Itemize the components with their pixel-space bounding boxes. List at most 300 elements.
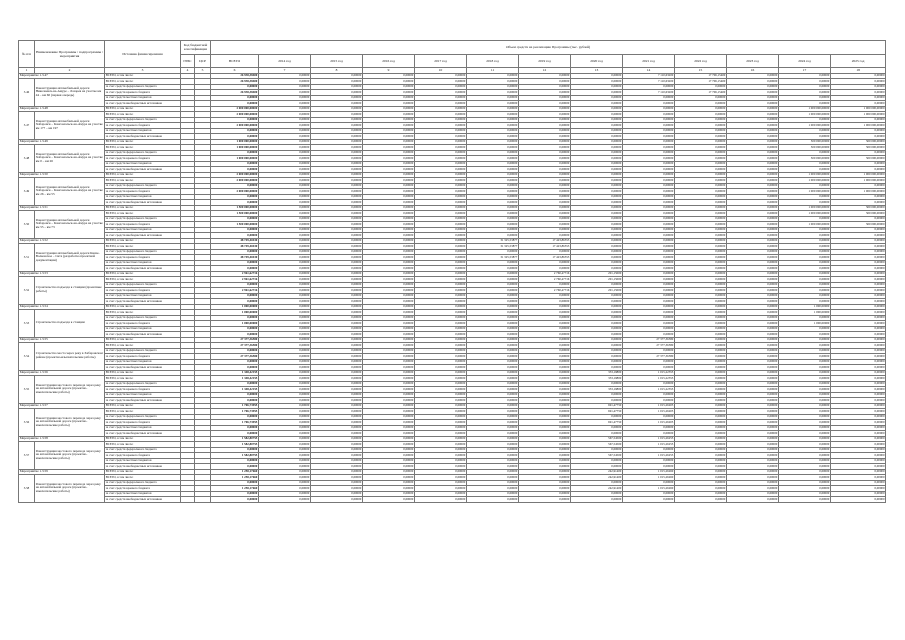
year-cell: 0,00000	[727, 414, 779, 420]
year-cell: 0,00000	[259, 106, 311, 112]
year-cell: 0,00000	[779, 458, 831, 464]
year-cell: 0,00000	[259, 370, 311, 376]
total-cell: 48 749,40430	[211, 244, 259, 250]
year-cell: 0,00000	[415, 139, 467, 145]
year-cell: 0,00000	[571, 282, 623, 288]
year-cell: 0,00000	[311, 277, 363, 283]
year-cell: 0,00000	[727, 293, 779, 299]
year-cell: 0,00000	[363, 469, 415, 475]
year-cell: 0,00000	[623, 255, 675, 261]
table-header	[19, 41, 886, 74]
year-cell: 0,00000	[675, 112, 727, 118]
year-cell: 242,91400	[571, 469, 623, 475]
year-cell: 0,00000	[779, 376, 831, 382]
year-cell: 0,00000	[415, 123, 467, 129]
year-cell: 0,00000	[311, 216, 363, 222]
year-cell: 1 000,00000	[779, 310, 831, 316]
year-cell: 0,00000	[831, 420, 886, 426]
year-cell: 0,00000	[259, 260, 311, 266]
year-cell: 0,00000	[311, 90, 363, 96]
funding-source: за счет средств местных бюджетов	[105, 128, 181, 134]
year-cell: 0,00000	[831, 90, 886, 96]
year-cell: 0,00000	[779, 299, 831, 305]
year-cell: 0,00000	[623, 497, 675, 503]
year-cell: 0,00000	[519, 436, 571, 442]
year-cell: 0,00000	[727, 288, 779, 294]
year-cell: 0,00000	[831, 469, 886, 475]
year-cell: 0,00000	[675, 359, 727, 365]
year-cell: 0,00000	[259, 458, 311, 464]
year-cell: 0,00000	[259, 194, 311, 200]
row-number: 3.55	[19, 376, 35, 404]
year-cell: 0,00000	[311, 260, 363, 266]
year-cell: 0,00000	[779, 90, 831, 96]
header-year: 2016 год	[363, 54, 415, 68]
year-cell: 0,00000	[311, 95, 363, 101]
year-cell: 0,00000	[415, 326, 467, 332]
year-cell: 0,00000	[779, 403, 831, 409]
year-cell: 0,00000	[259, 266, 311, 272]
year-cell: 0,00000	[675, 458, 727, 464]
year-cell: 0,00000	[259, 326, 311, 332]
year-cell: 0,00000	[311, 447, 363, 453]
header-source: Источник финансирования	[105, 41, 181, 68]
year-cell: 0,00000	[259, 200, 311, 206]
total-cell: 0,00000	[211, 84, 259, 90]
total-cell: 0,00000	[211, 332, 259, 338]
year-cell: 1 015,26255	[623, 453, 675, 459]
year-cell: 0,00000	[363, 332, 415, 338]
budget-sheet	[18, 40, 885, 503]
year-cell: 0,00000	[311, 266, 363, 272]
year-cell: 0,00000	[415, 194, 467, 200]
year-cell: 0,00000	[467, 249, 519, 255]
year-cell: 0,00000	[363, 315, 415, 321]
index-cell: 14	[623, 68, 675, 74]
year-cell: 0,00000	[675, 398, 727, 404]
year-cell: 0,00000	[259, 172, 311, 178]
year-cell: 0,00000	[363, 282, 415, 288]
year-cell: 0,00000	[311, 150, 363, 156]
funding-source: ВСЕГО, в том числе:	[105, 475, 181, 481]
year-cell: 0,00000	[259, 293, 311, 299]
year-cell: 0,00000	[571, 398, 623, 404]
total-cell: 0,00000	[211, 167, 259, 173]
year-cell: 0,00000	[259, 255, 311, 261]
year-cell: 0,00000	[623, 222, 675, 228]
year-cell: 0,00000	[259, 150, 311, 156]
year-cell: 0,00000	[259, 409, 311, 415]
year-cell: 0,00000	[831, 167, 886, 173]
funding-source: за счет средств внебюджетных источников	[105, 365, 181, 371]
year-cell: 0,00000	[415, 189, 467, 195]
year-cell: 0,00000	[779, 117, 831, 123]
year-cell: 0,00000	[831, 277, 886, 283]
year-cell: 0,00000	[519, 392, 571, 398]
year-cell: 0,00000	[571, 497, 623, 503]
year-cell: 0,00000	[259, 139, 311, 145]
year-cell: 0,00000	[571, 216, 623, 222]
year-cell: 0,00000	[311, 365, 363, 371]
year-cell: 0,00000	[675, 161, 727, 167]
year-cell: 0,00000	[259, 480, 311, 486]
year-cell: 333,19800	[571, 387, 623, 393]
year-cell: 0,00000	[311, 381, 363, 387]
year-cell: 0,00000	[831, 326, 886, 332]
funding-source: ВСЕГО, в том числе:	[105, 238, 181, 244]
year-cell: 0,00000	[779, 486, 831, 492]
year-cell: 0,00000	[675, 277, 727, 283]
year-cell: 0,00000	[467, 436, 519, 442]
year-cell: 0,00000	[675, 326, 727, 332]
funding-source: за счет средств краевого бюджета	[105, 420, 181, 426]
year-cell: 0,00000	[571, 354, 623, 360]
year-cell: 0,00000	[311, 200, 363, 206]
year-cell: 0,00000	[259, 288, 311, 294]
year-cell: 0,00000	[415, 409, 467, 415]
year-cell: 691,47750	[571, 420, 623, 426]
year-cell: 1 000 000,00000	[831, 178, 886, 184]
year-cell: 0,00000	[415, 376, 467, 382]
year-cell: 1 015,26255	[623, 436, 675, 442]
year-cell: 0,00000	[363, 90, 415, 96]
year-cell: 0,00000	[415, 134, 467, 140]
year-cell: 0,00000	[311, 172, 363, 178]
year-cell: 0,00000	[779, 288, 831, 294]
year-cell: 0,00000	[363, 73, 415, 79]
year-cell: 0,00000	[363, 172, 415, 178]
year-cell: 0,00000	[571, 79, 623, 85]
funding-source: ВСЕГО, в том числе:	[105, 79, 181, 85]
year-cell: 0,00000	[571, 200, 623, 206]
year-cell: 0,00000	[727, 128, 779, 134]
year-cell: 691,47750	[571, 409, 623, 415]
year-cell: 0,00000	[831, 271, 886, 277]
year-cell: 0,00000	[311, 310, 363, 316]
year-cell: 1 015,26205	[623, 403, 675, 409]
year-cell: 500 000,00000	[831, 139, 886, 145]
year-cell: 0,00000	[415, 392, 467, 398]
year-cell: 0,00000	[623, 150, 675, 156]
year-cell: 0,00000	[467, 458, 519, 464]
year-cell: 0,00000	[727, 189, 779, 195]
year-cell: 0,00000	[259, 414, 311, 420]
index-cell: 4	[181, 68, 195, 74]
year-cell: 0,00000	[415, 161, 467, 167]
year-cell: 0,00000	[779, 414, 831, 420]
year-cell: 0,00000	[415, 365, 467, 371]
year-cell: 0,00000	[831, 101, 886, 107]
year-cell: 0,00000	[779, 134, 831, 140]
year-cell: 0,00000	[415, 491, 467, 497]
year-cell: 0,00000	[727, 277, 779, 283]
measure-name: Реконструкция автомобильной дороги Хабаровск – Комсомольск-на-Амуре на участке км 55 – км 73	[35, 211, 105, 239]
year-cell: 0,00000	[675, 370, 727, 376]
year-cell: 0,00000	[259, 447, 311, 453]
year-cell: 0,00000	[519, 189, 571, 195]
year-cell: 0,00000	[311, 398, 363, 404]
year-cell: 0,00000	[363, 150, 415, 156]
year-cell: 0,00000	[363, 200, 415, 206]
total-cell: 27 377,36580	[211, 354, 259, 360]
total-cell: 0,00000	[211, 293, 259, 299]
total-cell: 1 348,42155	[211, 387, 259, 393]
year-cell: 0,00000	[259, 211, 311, 217]
year-cell: 0,00000	[623, 172, 675, 178]
year-cell: 0,00000	[623, 491, 675, 497]
funding-source: ВСЕГО, в том числе:	[105, 172, 181, 178]
table-body	[19, 73, 886, 502]
funding-source: за счет средств внебюджетных источников	[105, 134, 181, 140]
year-cell: 0,00000	[519, 403, 571, 409]
year-cell: 0,00000	[519, 95, 571, 101]
year-cell: 0,00000	[623, 293, 675, 299]
year-cell: 27 377,36580	[623, 337, 675, 343]
total-cell: 0,00000	[211, 398, 259, 404]
year-cell: 0,00000	[363, 321, 415, 327]
total-cell: 27 377,36580	[211, 343, 259, 349]
year-cell: 0,00000	[363, 238, 415, 244]
year-cell: 0,00000	[259, 101, 311, 107]
year-cell: 0,00000	[779, 491, 831, 497]
year-cell: 0,00000	[519, 123, 571, 129]
year-cell: 0,00000	[415, 90, 467, 96]
year-cell: 0,00000	[259, 425, 311, 431]
year-cell: 17 423,86553	[519, 255, 571, 261]
funding-source: за счет средств краевого бюджета	[105, 156, 181, 162]
year-cell: 0,00000	[675, 282, 727, 288]
year-cell: 0,00000	[311, 227, 363, 233]
year-cell: 567,54500	[571, 436, 623, 442]
funding-source: ВСЕГО, в том числе:	[105, 211, 181, 217]
year-cell: 0,00000	[831, 376, 886, 382]
year-cell: 0,00000	[415, 293, 467, 299]
year-cell: 0,00000	[519, 134, 571, 140]
year-cell: 0,00000	[571, 365, 623, 371]
total-cell: 0,00000	[211, 497, 259, 503]
total-cell: 2 961,62716	[211, 277, 259, 283]
year-cell: 0,00000	[467, 299, 519, 305]
year-cell: 0,00000	[831, 370, 886, 376]
year-cell: 0,00000	[415, 150, 467, 156]
year-cell: 0,00000	[415, 381, 467, 387]
year-cell: 0,00000	[519, 431, 571, 437]
funding-source: за счет средств федерального бюджета	[105, 381, 181, 387]
year-cell: 0,00000	[259, 189, 311, 195]
year-cell: 0,00000	[727, 425, 779, 431]
year-cell: 0,00000	[467, 464, 519, 470]
year-cell: 0,00000	[467, 233, 519, 239]
year-cell: 0,00000	[831, 491, 886, 497]
year-cell: 0,00000	[311, 348, 363, 354]
year-cell: 0,00000	[259, 277, 311, 283]
year-cell: 0,00000	[363, 205, 415, 211]
year-cell: 0,00000	[727, 84, 779, 90]
year-cell: 0,00000	[467, 128, 519, 134]
year-cell: 0,00000	[311, 233, 363, 239]
funding-source: за счет средств федерального бюджета	[105, 348, 181, 354]
year-cell: 0,00000	[311, 299, 363, 305]
year-cell: 0,00000	[623, 101, 675, 107]
year-cell: 0,00000	[779, 255, 831, 261]
year-cell: 0,00000	[727, 145, 779, 151]
year-cell: 1 000 000,00000	[779, 112, 831, 118]
year-cell: 0,00000	[467, 145, 519, 151]
year-cell: 0,00000	[623, 447, 675, 453]
year-cell: 0,00000	[415, 354, 467, 360]
header-year: 2020 год	[571, 54, 623, 68]
year-cell: 0,00000	[623, 112, 675, 118]
year-cell: 500 000,00000	[831, 205, 886, 211]
year-cell: 0,00000	[571, 260, 623, 266]
year-cell: 0,00000	[415, 321, 467, 327]
year-cell: 0,00000	[415, 211, 467, 217]
year-cell: 0,00000	[571, 480, 623, 486]
funding-source: за счет средств внебюджетных источников	[105, 266, 181, 272]
year-cell: 1 000 000,00000	[831, 172, 886, 178]
year-cell: 0,00000	[415, 117, 467, 123]
year-cell: 1 015,26205	[623, 409, 675, 415]
total-cell: 1 258,17660	[211, 475, 259, 481]
year-cell: 0,00000	[779, 84, 831, 90]
year-cell: 0,00000	[727, 161, 779, 167]
year-cell: 0,00000	[259, 123, 311, 129]
total-cell: 26 938,38400	[211, 73, 259, 79]
year-cell: 0,00000	[519, 475, 571, 481]
year-cell: 0,00000	[415, 73, 467, 79]
year-cell: 0,00000	[831, 194, 886, 200]
total-cell: 1 582,80755	[211, 436, 259, 442]
year-cell: 0,00000	[623, 414, 675, 420]
year-cell: 0,00000	[259, 216, 311, 222]
total-cell: 0,00000	[211, 282, 259, 288]
year-cell: 1 000 000,00000	[779, 178, 831, 184]
row-number: 3.54	[19, 343, 35, 371]
year-cell: 0,00000	[363, 343, 415, 349]
year-cell: 0,00000	[675, 392, 727, 398]
year-cell: 0,00000	[519, 310, 571, 316]
year-cell: 0,00000	[571, 117, 623, 123]
year-cell: 0,00000	[675, 321, 727, 327]
year-cell: 0,00000	[779, 436, 831, 442]
year-cell: 17 706,15400	[675, 90, 727, 96]
year-cell: 0,00000	[831, 117, 886, 123]
year-cell: 0,00000	[363, 194, 415, 200]
year-cell: 0,00000	[415, 359, 467, 365]
year-cell: 0,00000	[311, 370, 363, 376]
year-cell: 0,00000	[571, 128, 623, 134]
year-cell: 0,00000	[311, 480, 363, 486]
year-cell: 0,00000	[727, 381, 779, 387]
year-cell: 0,00000	[363, 101, 415, 107]
year-cell: 0,00000	[675, 211, 727, 217]
total-cell: 1 000 000,00000	[211, 156, 259, 162]
year-cell: 0,00000	[363, 178, 415, 184]
year-cell: 0,00000	[675, 453, 727, 459]
year-cell: 0,00000	[675, 431, 727, 437]
total-cell: 0,00000	[211, 233, 259, 239]
funding-source: ВСЕГО, в том числе:	[105, 271, 181, 277]
funding-source: за счет средств местных бюджетов	[105, 260, 181, 266]
year-cell: 0,00000	[259, 392, 311, 398]
year-cell: 0,00000	[467, 354, 519, 360]
year-cell: 0,00000	[311, 128, 363, 134]
year-cell: 0,00000	[675, 183, 727, 189]
measure-name: Реконструкция мостового перехода через реку на автомобильной дороге (проектно-изыскательские работы)	[35, 442, 105, 470]
year-cell: 0,00000	[779, 326, 831, 332]
year-cell: 0,00000	[727, 387, 779, 393]
year-cell: 0,00000	[363, 486, 415, 492]
funding-source: за счет средств краевого бюджета	[105, 189, 181, 195]
year-cell: 0,00000	[727, 101, 779, 107]
year-cell: 0,00000	[727, 392, 779, 398]
year-cell: 0,00000	[363, 447, 415, 453]
year-cell: 0,00000	[415, 205, 467, 211]
year-cell: 242,91400	[571, 486, 623, 492]
year-cell: 0,00000	[571, 392, 623, 398]
year-cell: 0,00000	[363, 436, 415, 442]
year-cell: 0,00000	[831, 183, 886, 189]
year-cell: 0,00000	[415, 84, 467, 90]
total-cell: 0,00000	[211, 266, 259, 272]
year-cell: 0,00000	[623, 216, 675, 222]
year-cell: 0,00000	[675, 238, 727, 244]
funding-source: ВСЕГО, в том числе:	[105, 310, 181, 316]
year-cell: 500 000,00000	[831, 156, 886, 162]
year-cell: 0,00000	[467, 304, 519, 310]
year-cell: 0,00000	[467, 194, 519, 200]
year-cell: 0,00000	[779, 277, 831, 283]
header-year: 2019 год	[519, 54, 571, 68]
year-cell: 0,00000	[519, 376, 571, 382]
year-cell: 0,00000	[727, 403, 779, 409]
year-cell: 0,00000	[779, 469, 831, 475]
year-cell: 0,00000	[363, 145, 415, 151]
year-cell: 0,00000	[779, 337, 831, 343]
funding-source: за счет средств федерального бюджета	[105, 480, 181, 486]
year-cell: 1 000 000,00000	[779, 123, 831, 129]
funding-source: за счет средств краевого бюджета	[105, 255, 181, 261]
year-cell: 0,00000	[311, 453, 363, 459]
year-cell: 0,00000	[623, 431, 675, 437]
funding-source: ВСЕГО, в том числе:	[105, 343, 181, 349]
year-cell: 0,00000	[467, 123, 519, 129]
header-funding: Объем средств на реализацию Программы (тыс. рублей)	[211, 41, 886, 55]
year-cell: 0,00000	[779, 95, 831, 101]
measure-label: Мероприятие 1.3.49	[19, 139, 105, 145]
year-cell: 0,00000	[467, 172, 519, 178]
year-cell: 0,00000	[571, 293, 623, 299]
year-cell: 0,00000	[779, 200, 831, 206]
year-cell: 0,00000	[259, 222, 311, 228]
year-cell: 0,00000	[519, 365, 571, 371]
year-cell: 0,00000	[415, 447, 467, 453]
year-cell: 0,00000	[259, 431, 311, 437]
year-cell: 0,00000	[311, 244, 363, 250]
year-cell: 0,00000	[727, 321, 779, 327]
year-cell: 0,00000	[415, 244, 467, 250]
year-cell: 0,00000	[311, 304, 363, 310]
year-cell: 0,00000	[467, 260, 519, 266]
year-cell: 0,00000	[727, 420, 779, 426]
year-cell: 0,00000	[623, 304, 675, 310]
total-cell: 0,00000	[211, 117, 259, 123]
year-cell: 0,00000	[519, 200, 571, 206]
year-cell: 17 706,15400	[675, 79, 727, 85]
year-cell: 0,00000	[779, 475, 831, 481]
year-cell: 0,00000	[415, 436, 467, 442]
year-cell: 0,00000	[519, 304, 571, 310]
